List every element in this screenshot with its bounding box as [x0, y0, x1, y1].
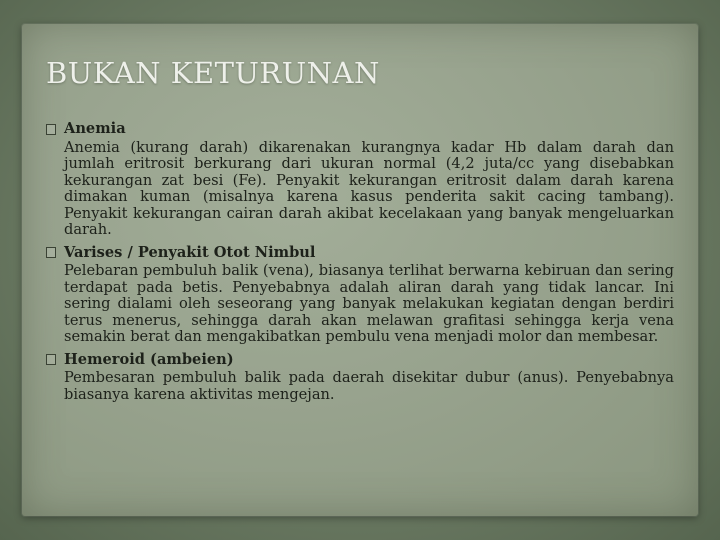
checkbox-bullet-icon: [46, 247, 56, 258]
item-heading: [46, 352, 676, 369]
item-description: Pembesaran pembuluh balik pada daerah disekitar dubur (anus). Penyebabnya biasanya karena aktivitas mengejan.: [64, 369, 674, 403]
item-heading-text: Anemia: [64, 120, 126, 137]
checkbox-bullet-icon: [46, 124, 56, 135]
item-description: Anemia (kurang darah) dikarenakan kurangnya kadar Hb dalam darah dan jumlah eritrosit berkurang dari ukuran normal (4,2 juta/cc yang disebabkan kekurangan zat besi (Fe). Penyakit kekurangan eritrosit dalam darah karena dimakan kuman (misalnya karena kasus penderita sakit cacing tambang). Penyakit kekurangan cairan darah akibat kecelakaan yang banyak mengeluarkan darah.: [64, 138, 674, 238]
item-heading-text: Hemeroid (ambeien): [64, 350, 234, 368]
bullet-list: [46, 121, 676, 409]
checkbox-bullet-icon: [46, 354, 56, 365]
list-item-varises: [46, 245, 676, 346]
item-heading: [46, 121, 676, 138]
item-heading-text: Varises / Penyakit Otot Nimbul: [64, 243, 316, 261]
slide-title: BUKAN KETURUNAN: [46, 56, 380, 90]
list-item-anemia: [46, 121, 676, 239]
item-heading: [46, 245, 676, 262]
item-description: Pelebaran pembuluh balik (vena), biasanya terlihat berwarna kebiruan dan sering terdapat pada betis. Penyebabnya adalah aliran darah yang tidak lancar. Ini sering dialami oleh seseorang yang banyak melakukan kegiatan dengan berdiri terus menerus, sehingga darah akan melawan grafitasi sehingga kerja vena semakin berat dan mengakibatkan pembulu vena menjadi molor dan membesar.: [64, 262, 674, 345]
list-item-hemeroid: [46, 352, 676, 404]
